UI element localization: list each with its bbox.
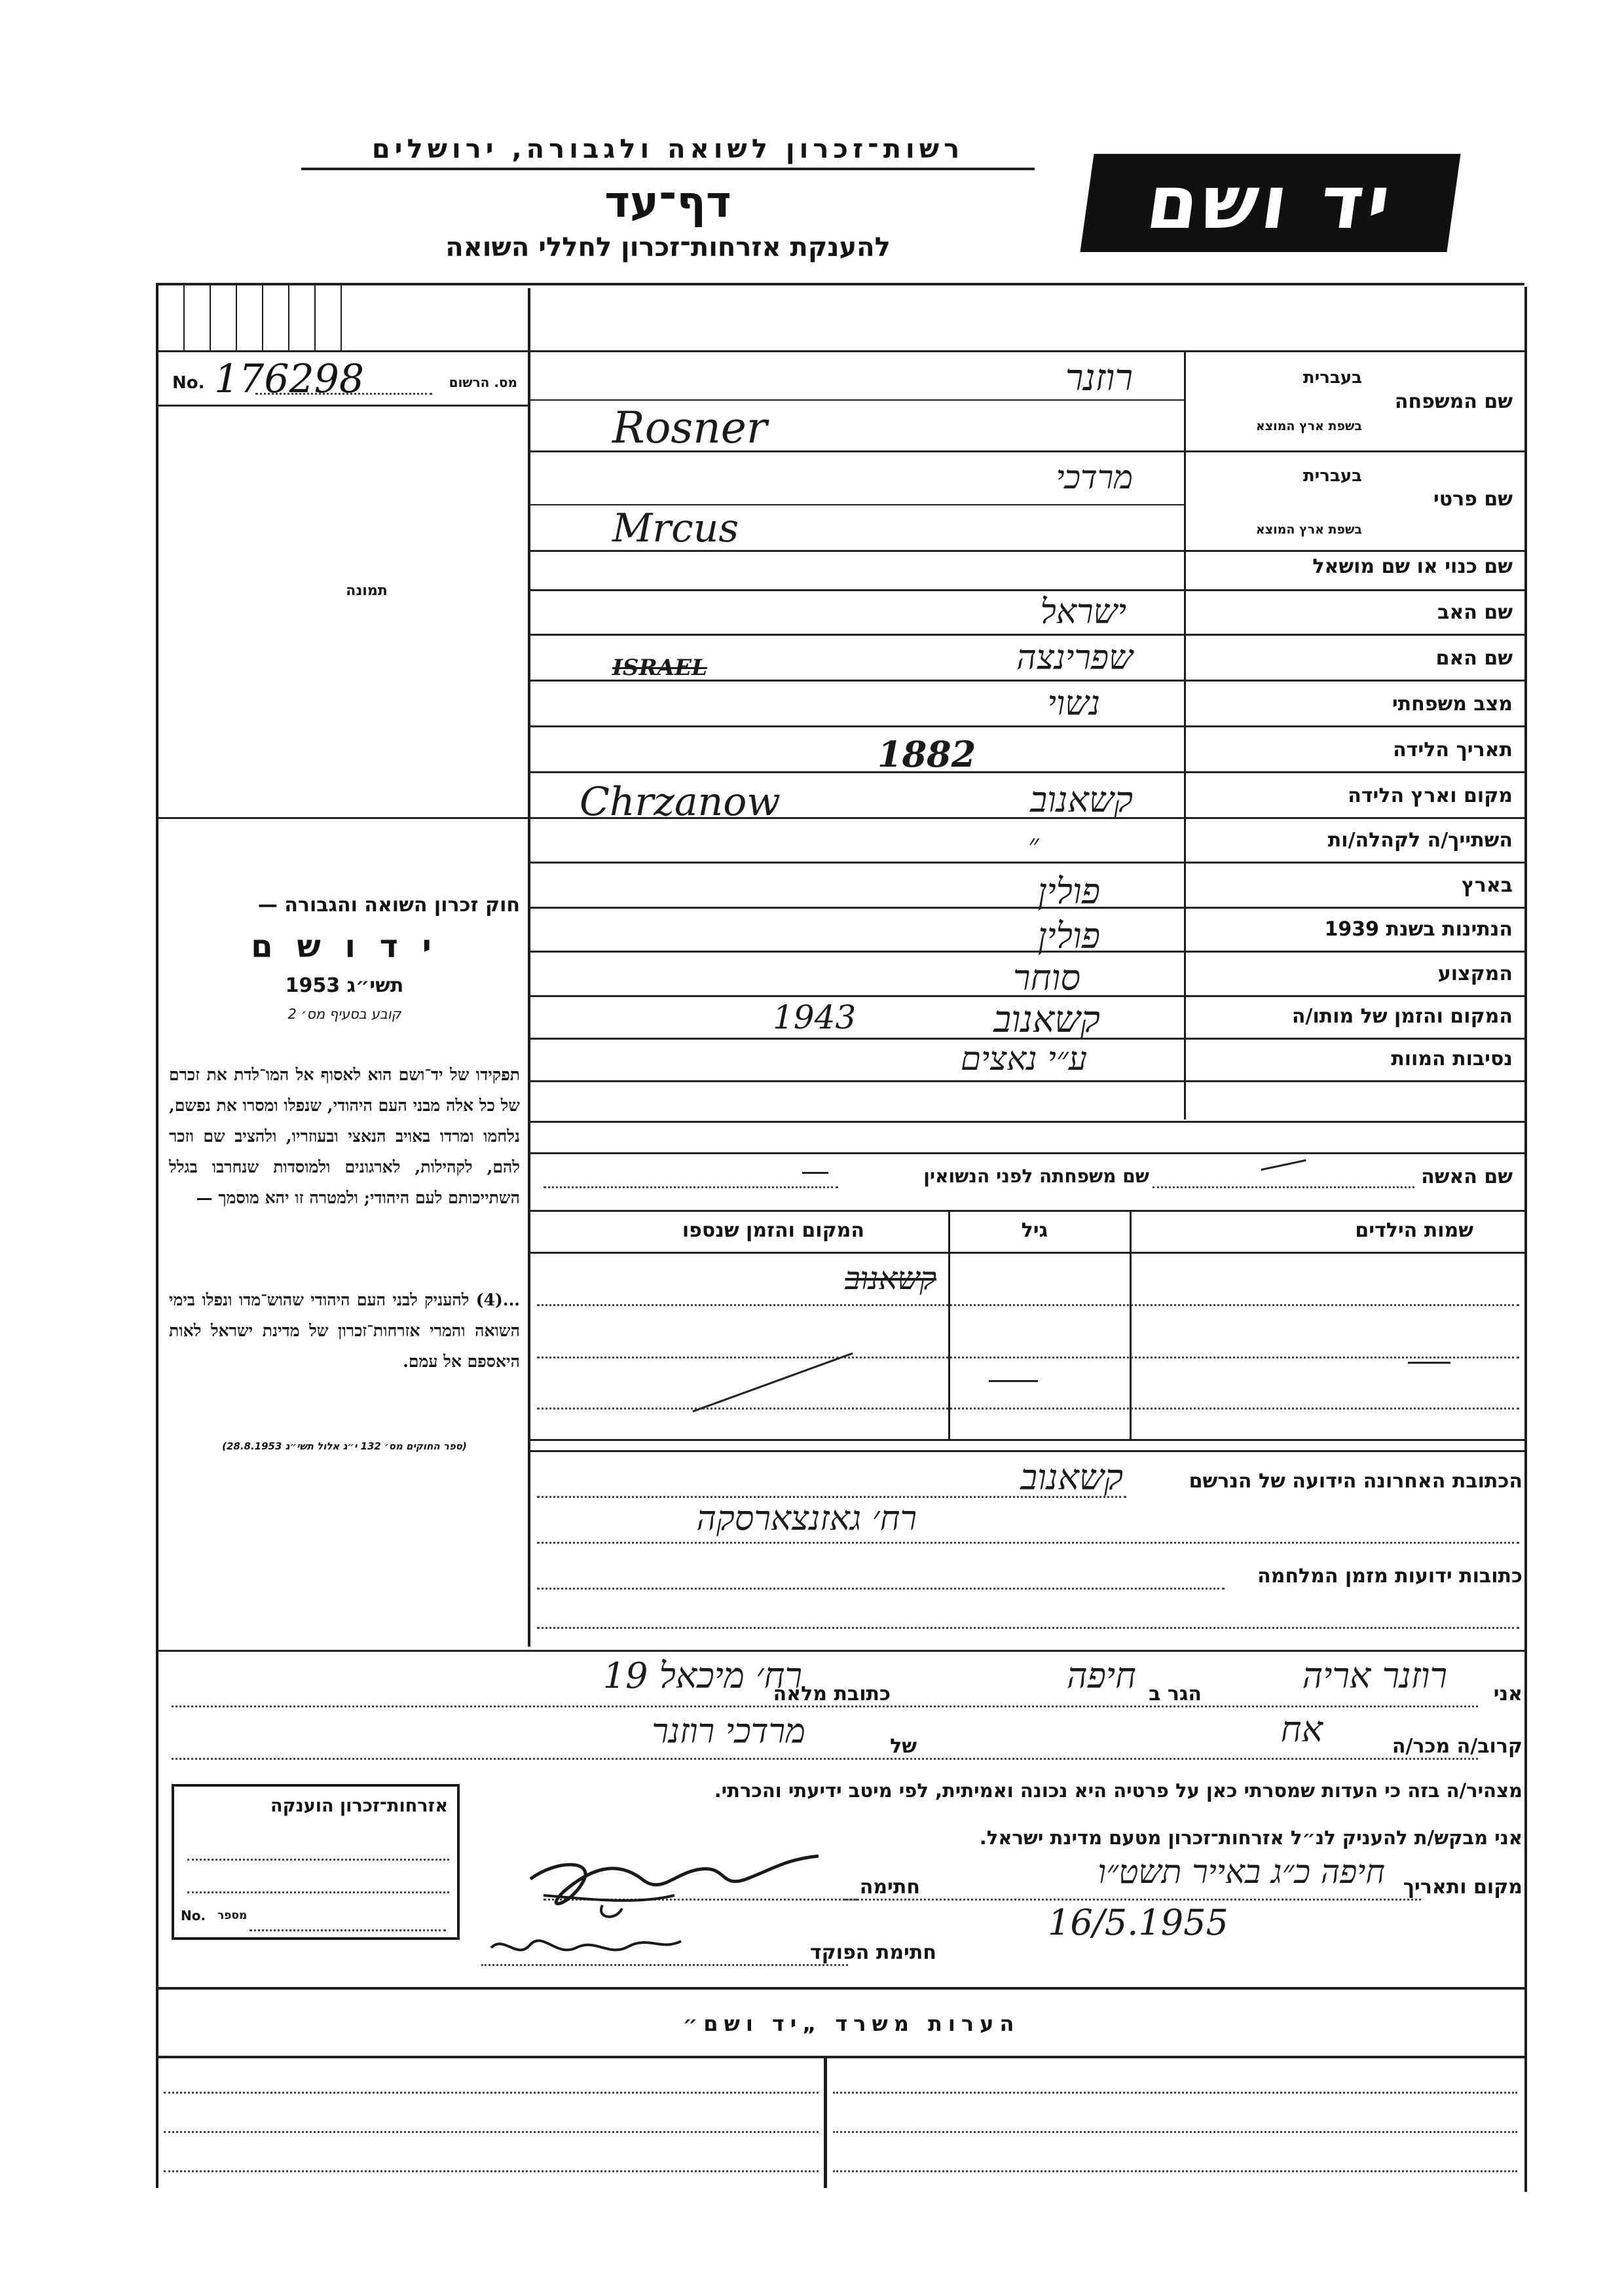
father-name-value: ישראל — [1040, 592, 1126, 632]
country-label: בארץ — [1461, 874, 1513, 897]
children-names-header: שמות הילדים — [1355, 1219, 1473, 1242]
remarks-line — [164, 2170, 819, 2172]
death-circumstances-label: נסיבות המוות — [1391, 1048, 1513, 1070]
profession-label: המקצוע — [1437, 962, 1513, 985]
remarks-top-line — [157, 1987, 1524, 1990]
children-age-header: גיל — [1021, 1219, 1048, 1242]
remarks-line — [164, 2092, 819, 2094]
row-line — [529, 399, 1184, 401]
wife-dash-mark — [802, 1172, 828, 1174]
frame-right — [1524, 287, 1527, 2192]
yad-vashem-logo — [1080, 154, 1460, 252]
first-name-hebrew-value: מרדכי — [1056, 458, 1133, 496]
children-bottom-line — [529, 1439, 1524, 1441]
law-section: קובע בסעיף מס׳ 2 — [287, 1006, 401, 1022]
children-place-header: המקום והזמן שנספו — [682, 1219, 864, 1242]
children-col-divider — [1130, 1210, 1132, 1439]
full-address-label: כתובת מלאה — [773, 1683, 891, 1705]
logo-lettering: יד ושם — [1141, 160, 1399, 246]
family-name-sub-orig: בשפת ארץ המוצא — [1255, 419, 1362, 433]
address-top-line — [529, 1450, 1524, 1452]
children-age-dash — [989, 1380, 1038, 1382]
photo-top-line — [157, 405, 528, 407]
death-year-value: 1943 — [773, 998, 857, 1036]
children-col-divider — [948, 1210, 950, 1439]
family-name-label: שם המשפחה — [1394, 390, 1513, 413]
children-top-line — [529, 1210, 1524, 1212]
address-dotted-line — [537, 1627, 1519, 1629]
declaration-top-line — [157, 1650, 1524, 1652]
address-dotted-line — [537, 1542, 1519, 1544]
signature-label: חתימה — [859, 1876, 920, 1899]
death-place-value: קשאנוב — [993, 998, 1100, 1041]
header-box-strip — [157, 283, 528, 350]
community-label: השתייך/ה לקהלה/ות — [1327, 829, 1513, 852]
children-strike — [692, 1353, 853, 1413]
photo-bottom-line — [157, 817, 528, 819]
marital-status-label: מצב משפחתי — [1392, 693, 1513, 716]
children-name-dash — [1408, 1362, 1450, 1364]
remarks-title: הערות משרד „יד ושם״ — [682, 2011, 1020, 2036]
citizenship-box-title: אזרחות־זכרון הוענקה — [270, 1796, 448, 1816]
first-name-label: שם פרטי — [1433, 488, 1513, 511]
declarant-dotted-line — [172, 1705, 1478, 1707]
date-numeric-value: 16/5.1955 — [1048, 1902, 1228, 1943]
institute-underline — [301, 168, 1035, 170]
mother-name-latin-value: ISRAEL — [612, 655, 707, 681]
citizenship-granted-box — [172, 1784, 460, 1940]
form-subtitle: להענקת אזרחות־זכרון לחללי השואה — [445, 232, 891, 263]
remarks-divider — [824, 2057, 827, 2188]
address-value: רח׳ מיכאל 19 — [602, 1655, 802, 1696]
wife-dotted-line-right — [1153, 1186, 1414, 1188]
nationality-value: פולין — [1037, 915, 1100, 957]
law-body: תפקידו של יד־ושם הוא לאסוף אל המו־לדת את זכרם של כל אלה מבני העם היהודי, שנפלו ומסרו את נפשם, נלחמו ומרדו באויב הנאצי ובעוזריו, ולהציב שם וזכר להם, לקהילות, לארגונים ולמוסדות שנחרבו בגלל השתייכותם לעם היהודי; ולמטרה זו יהא מוסמך — — [169, 1065, 520, 1207]
last-address-label: הכתובת האחרונה הידועה של הנרשם — [1189, 1470, 1522, 1493]
last-address-city-value: קשאנוב — [1020, 1457, 1123, 1498]
birth-place-hebrew-value: קשאנוב — [1030, 779, 1133, 820]
of-label: של — [890, 1735, 917, 1758]
declarant-name-value: רוזנר אריה — [1302, 1655, 1447, 1696]
row-line — [529, 771, 1524, 773]
header-row-line — [157, 350, 1524, 352]
clerk-signature — [478, 1922, 694, 1974]
family-name-sub-he: בעברית — [1302, 368, 1362, 388]
resides-label: הגר ב — [1149, 1683, 1202, 1705]
wife-name-label: שם האשה — [1421, 1165, 1513, 1188]
death-place-time-label: המקום והזמן של מותו/ה — [1291, 1005, 1513, 1028]
country-value: פולין — [1037, 871, 1100, 912]
last-address-street-value: רח׳ גאזנצארסקה — [696, 1499, 917, 1539]
children-row-line — [537, 1357, 1519, 1358]
birth-date-label: תאריך הלידה — [1393, 738, 1513, 761]
place-date-label: מקום ותאריך — [1403, 1876, 1522, 1899]
remarks-line — [833, 2131, 1517, 2133]
city-value: חיפה — [1066, 1655, 1136, 1696]
citizenship-box-no-label: No. — [181, 1908, 206, 1923]
war-address-dotted-line — [537, 1588, 1225, 1590]
institute-name: רשות־זכרון לשואה ולגבורה, ירושלים — [371, 134, 965, 164]
row-line — [529, 951, 1524, 953]
declarant-signature — [504, 1833, 845, 1931]
relative-dotted-line — [172, 1758, 1478, 1760]
form-title: דף־עד — [604, 177, 731, 227]
family-name-hebrew-value: רוזנר — [1065, 357, 1133, 399]
first-name-sub-orig: בשפת ארץ המוצא — [1255, 522, 1362, 537]
relative-label: קרוב/ה מכר/ה — [1392, 1735, 1522, 1758]
birth-place-latin-value: Chrzanow — [580, 779, 781, 825]
row-line — [529, 862, 1524, 864]
registration-dotted-line — [255, 393, 432, 395]
nationality-label: הנתינות בשנת 1939 — [1324, 918, 1513, 941]
birth-date-value: 1882 — [877, 733, 976, 775]
frame-left — [156, 283, 158, 2188]
of-name-value: מרדכי רוזנר — [652, 1712, 805, 1751]
remarks-line — [833, 2092, 1517, 2094]
law-yad-vashem: י ד ו ש ם — [251, 928, 438, 965]
registration-no-label: No. — [172, 373, 205, 393]
last-address-dotted-line — [537, 1496, 1126, 1498]
profession-value: סוחר — [1012, 957, 1080, 998]
row-line — [529, 1080, 1524, 1082]
children-row-line — [537, 1304, 1519, 1306]
row-line — [529, 725, 1524, 727]
request-text: אני מבקש/ת להעניק לנ״ל אזרחות־זכרון מטעם מדינת ישראל. — [979, 1827, 1522, 1849]
frame-divider — [528, 288, 530, 1647]
birth-place-label: מקום וארץ הלידה — [1348, 784, 1513, 807]
row-line — [529, 589, 1524, 591]
law-year: תשי״ג 1953 — [285, 974, 404, 997]
row-line — [529, 1121, 1524, 1123]
marital-status-value: נשוי — [1047, 684, 1100, 723]
remarks-line — [833, 2170, 1517, 2172]
photo-label: תמונה — [346, 583, 388, 599]
registration-label: מס. הרשום — [449, 374, 517, 390]
place-date-dotted-line — [845, 1899, 1421, 1901]
clerk-signature-label: חתימת הפוקד — [810, 1941, 936, 1964]
declaration-text: מצהיר/ה בזה כי העדות שמסרתי כאן על פרטיה היא נכונה ואמיתית, לפי מיטב ידיעתי והכרתי. — [714, 1779, 1522, 1802]
place-date-value: חיפה כ״ג באייר תשט״ו — [1098, 1853, 1385, 1891]
label-column-divider — [1184, 350, 1186, 1120]
relation-value: אח — [1280, 1709, 1323, 1750]
remarks-header-line — [157, 2056, 1524, 2058]
nickname-label: שם כנוי או שם מושאל — [1312, 555, 1513, 578]
row-line — [529, 907, 1524, 909]
wife-maiden-label: שם משפחתה לפני הנשואין — [923, 1165, 1149, 1187]
law-citation: (ספר החוקים מס׳ 132 י״ג אלול תשי״ג 28.8.1953) — [222, 1440, 467, 1452]
row-line — [529, 634, 1524, 636]
first-name-latin-value: Mrcus — [612, 505, 739, 551]
war-address-label: כתובות ידועות מזמן המלחמה — [1257, 1565, 1522, 1588]
mother-name-label: שם האם — [1435, 647, 1513, 670]
children-header-line — [529, 1252, 1524, 1254]
wife-dotted-line-left — [544, 1186, 838, 1188]
registration-number: 176298 — [214, 356, 365, 402]
father-name-label: שם האב — [1437, 601, 1513, 624]
law-title: חוק זכרון השואה והגבורה — — [257, 894, 520, 917]
mother-name-value: שפרינצה — [1016, 638, 1133, 678]
citizenship-box-number-label: מספר — [217, 1909, 248, 1922]
children-row-line — [537, 1408, 1519, 1410]
wife-dash-mark-right — [1261, 1159, 1306, 1171]
first-name-sub-he: בעברית — [1302, 466, 1362, 486]
remarks-line — [164, 2131, 819, 2133]
children-row1-place-value: קשאנוב — [845, 1260, 936, 1297]
declarant-ani-label: אני — [1493, 1683, 1522, 1705]
law-box — [169, 894, 520, 1022]
community-value: ״ — [1028, 828, 1039, 862]
registration-number-row — [167, 356, 524, 402]
death-circumstances-value: ע״י נאצים — [960, 1040, 1087, 1078]
family-name-latin-value: Rosner — [612, 403, 767, 453]
law-body-clause: ...(4) להעניק לבני העם היהודי שהוש־מדו ונפלו בימי השואה והמרי אזרחות־זכרון של מדינת ישראל לאות היאספם אל עמם. — [169, 1290, 520, 1371]
row-line — [529, 1152, 1524, 1154]
